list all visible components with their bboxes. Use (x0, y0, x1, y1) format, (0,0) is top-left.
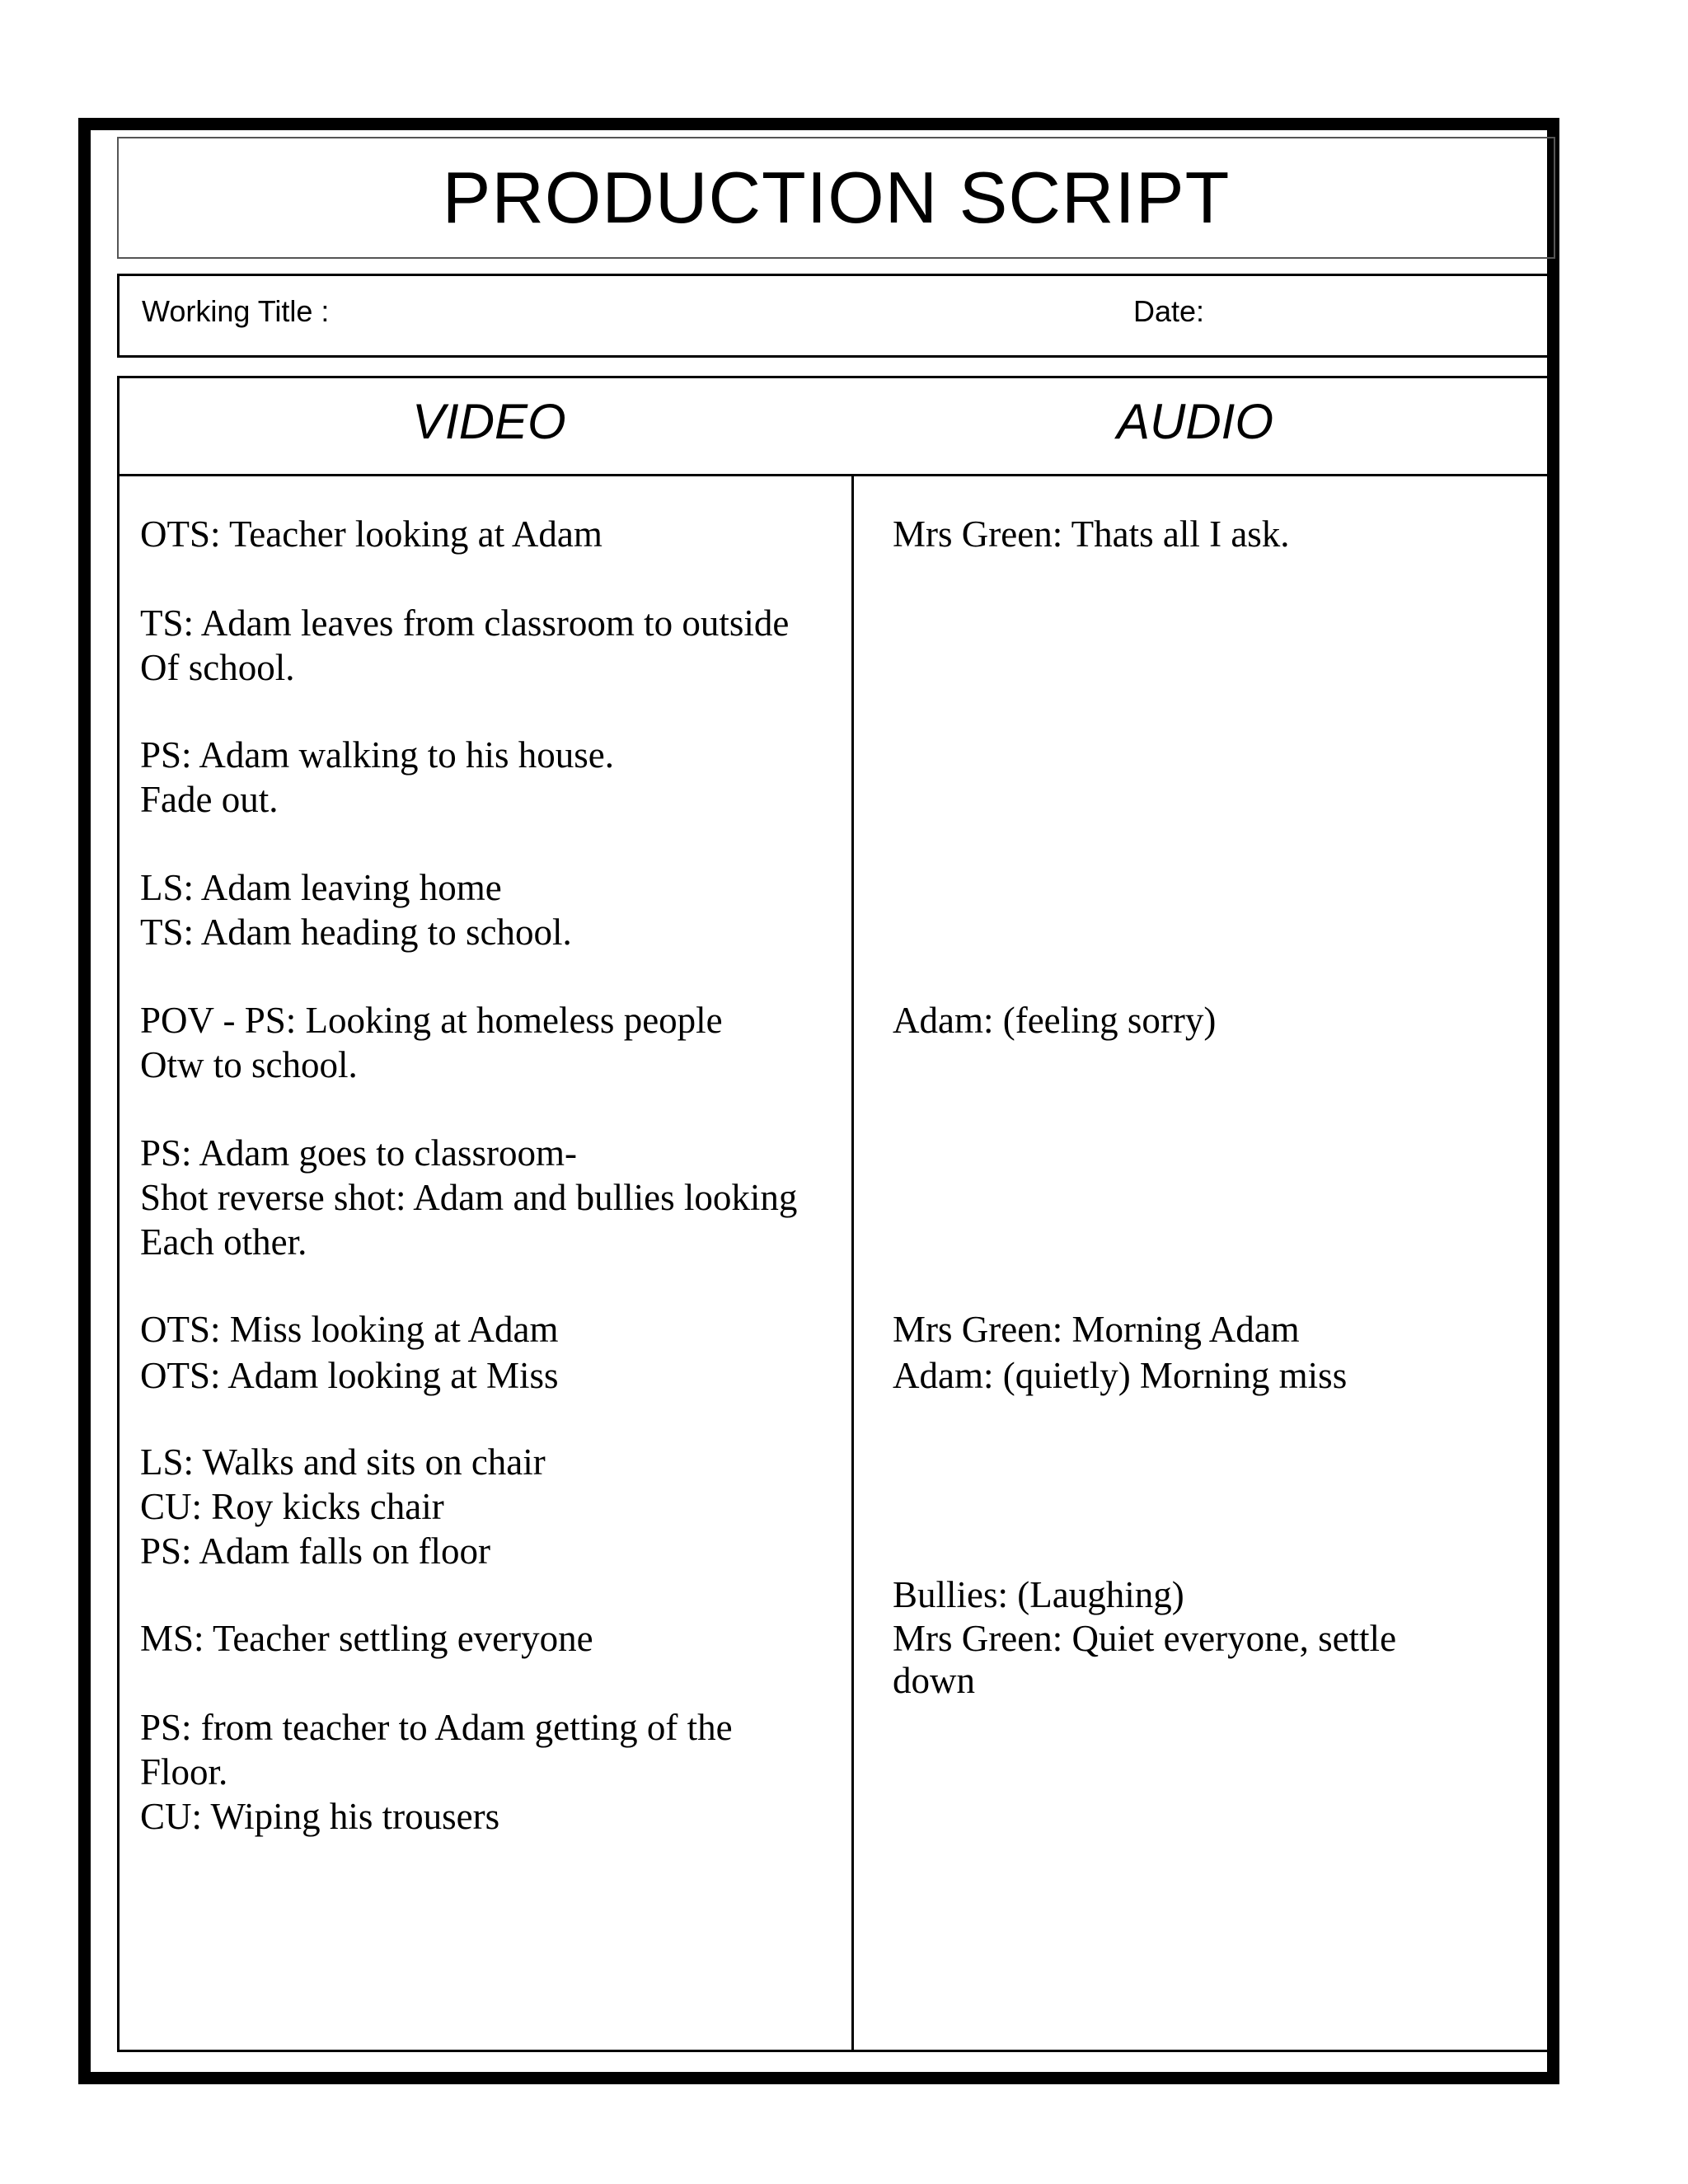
video-line: LS: Walks and sits on chair (140, 1441, 546, 1483)
video-line: OTS: Miss looking at Adam (140, 1309, 559, 1350)
video-line: Shot reverse shot: Adam and bullies looking (140, 1177, 798, 1218)
column-divider (851, 474, 854, 2052)
audio-line: Bullies: (Laughing) (893, 1574, 1184, 1615)
audio-column-header: AUDIO (1117, 394, 1274, 449)
video-line: LS: Adam leaving home (140, 867, 502, 908)
info-box (117, 274, 1555, 358)
video-line: Otw to school. (140, 1044, 358, 1085)
video-line: PS: from teacher to Adam getting of the (140, 1707, 733, 1748)
video-line: POV - PS: Looking at homeless people (140, 1000, 723, 1041)
video-line: TS: Adam leaves from classroom to outside (140, 602, 790, 644)
working-title-label: Working Title : (142, 294, 330, 328)
video-line: Of school. (140, 647, 295, 688)
video-line: CU: Roy kicks chair (140, 1486, 444, 1527)
audio-line: Mrs Green: Morning Adam (893, 1309, 1300, 1350)
video-line: OTS: Teacher looking at Adam (140, 513, 603, 555)
column-header-row (117, 376, 1555, 476)
video-line: TS: Adam heading to school. (140, 912, 572, 953)
video-line: Each other. (140, 1221, 307, 1263)
video-line: OTS: Adam looking at Miss (140, 1355, 559, 1396)
video-line: PS: Adam goes to classroom- (140, 1132, 577, 1174)
video-line: MS: Teacher settling everyone (140, 1618, 593, 1659)
video-line: PS: Adam falls on floor (140, 1530, 490, 1572)
audio-line: Mrs Green: Quiet everyone, settle (893, 1618, 1397, 1659)
title-box (117, 137, 1555, 259)
video-line: Fade out. (140, 779, 279, 820)
video-line: Floor. (140, 1751, 228, 1793)
video-column-header: VIDEO (412, 394, 566, 449)
audio-line: down (893, 1660, 975, 1701)
video-line: CU: Wiping his trousers (140, 1796, 500, 1837)
audio-line: Adam: (feeling sorry) (893, 1000, 1217, 1041)
date-label: Date: (1133, 294, 1205, 328)
page-title: PRODUCTION SCRIPT (442, 157, 1231, 238)
audio-line: Adam: (quietly) Morning miss (893, 1355, 1348, 1396)
video-line: PS: Adam walking to his house. (140, 734, 615, 776)
audio-line: Mrs Green: Thats all I ask. (893, 513, 1290, 555)
